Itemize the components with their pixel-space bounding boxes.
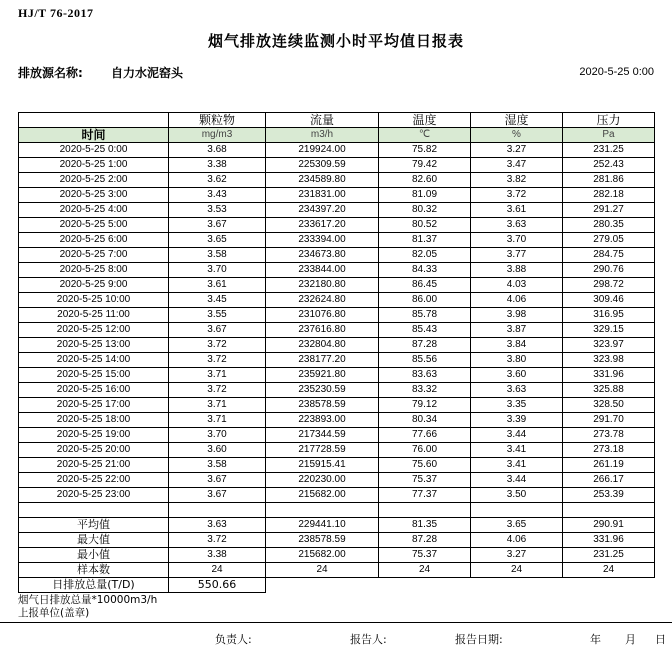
cell-time: 2020-5-25 6:00 [19,233,169,248]
table-header-parameters [19,113,655,128]
cell-pressure: 329.15 [563,323,655,338]
cell-temperature: 79.42 [379,158,471,173]
cell-humidity: 4.03 [471,278,563,293]
table-row [19,338,655,353]
summary-humidity: 24 [471,563,563,578]
cell-particulate: 3.70 [169,428,266,443]
day-label: 日 [655,633,666,646]
cell-temperature: 85.43 [379,323,471,338]
cell-flow: 234673.80 [266,248,379,263]
cell-pressure: 273.18 [563,443,655,458]
report-date-label: 报告日期: [455,633,503,646]
summary-row-sample-count [19,563,655,578]
cell-flow: 238177.20 [266,353,379,368]
summary-particulate: 3.72 [169,533,266,548]
daily-total-label: 日排放总量(T/D) [19,578,169,593]
summary-flow: 238578.59 [266,533,379,548]
cell-temperature: 77.66 [379,428,471,443]
cell-temperature: 80.34 [379,413,471,428]
cell-flow: 220230.00 [266,473,379,488]
table-row [19,353,655,368]
spacer-cell [19,503,169,518]
summary-flow: 215682.00 [266,548,379,563]
cell-time: 2020-5-25 10:00 [19,293,169,308]
table-header-units [19,128,655,143]
signature-footer [0,624,672,654]
cell-pressure: 309.46 [563,293,655,308]
daily-total-blank [563,578,655,593]
cell-flow: 235230.59 [266,383,379,398]
summary-pressure: 231.25 [563,548,655,563]
cell-time: 2020-5-25 21:00 [19,458,169,473]
header-cell-humidity: 湿度 [471,113,563,128]
source-name: 自力水泥窑头 [111,66,184,80]
cell-particulate: 3.67 [169,488,266,503]
cell-flow: 231831.00 [266,188,379,203]
cell-particulate: 3.71 [169,368,266,383]
cell-flow: 233844.00 [266,263,379,278]
cell-flow: 232624.80 [266,293,379,308]
spacer-cell [471,503,563,518]
header-cell-flow: 流量 [266,113,379,128]
daily-total-row [19,578,655,593]
month-label: 月 [625,633,636,646]
cell-particulate: 3.62 [169,173,266,188]
unit-cell-temperature: ℃ [379,128,471,143]
cell-humidity: 3.84 [471,338,563,353]
cell-time: 2020-5-25 18:00 [19,413,169,428]
note-line-1: 烟气日排放总量*10000m3/h [18,594,158,606]
cell-time: 2020-5-25 16:00 [19,383,169,398]
cell-particulate: 3.72 [169,353,266,368]
cell-pressure: 323.97 [563,338,655,353]
responsible-person-label: 负责人: [215,633,252,646]
cell-humidity: 3.44 [471,473,563,488]
cell-pressure: 266.17 [563,473,655,488]
cell-flow: 217344.59 [266,428,379,443]
hourly-data-table [18,112,655,593]
summary-humidity: 3.65 [471,518,563,533]
cell-particulate: 3.55 [169,308,266,323]
summary-temperature: 81.35 [379,518,471,533]
table-row [19,473,655,488]
cell-flow: 233617.20 [266,218,379,233]
cell-humidity: 3.72 [471,188,563,203]
cell-temperature: 83.32 [379,383,471,398]
cell-temperature: 77.37 [379,488,471,503]
page-title: 烟气排放连续监测小时平均值日报表 [207,32,464,50]
cell-temperature: 83.63 [379,368,471,383]
cell-flow: 237616.80 [266,323,379,338]
cell-humidity: 3.77 [471,248,563,263]
summary-particulate: 24 [169,563,266,578]
header-cell-blank [19,113,169,128]
table-row [19,323,655,338]
summary-flow: 229441.10 [266,518,379,533]
cell-pressure: 253.39 [563,488,655,503]
table-row [19,308,655,323]
cell-flow: 234589.80 [266,173,379,188]
unit-cell-particulate: mg/m3 [169,128,266,143]
footer-divider [0,622,672,623]
summary-label: 最大值 [19,533,169,548]
table-row [19,203,655,218]
cell-time: 2020-5-25 23:00 [19,488,169,503]
cell-particulate: 3.43 [169,188,266,203]
cell-temperature: 75.37 [379,473,471,488]
cell-pressure: 273.78 [563,428,655,443]
summary-temperature: 75.37 [379,548,471,563]
cell-temperature: 82.05 [379,248,471,263]
table-row [19,488,655,503]
summary-row-average [19,518,655,533]
cell-humidity: 3.50 [471,488,563,503]
cell-time: 2020-5-25 0:00 [19,143,169,158]
table-row [19,233,655,248]
table-row [19,143,655,158]
cell-pressure: 280.35 [563,218,655,233]
year-label: 年 [590,633,601,646]
cell-temperature: 86.45 [379,278,471,293]
header-cell-pressure: 压力 [563,113,655,128]
cell-time: 2020-5-25 14:00 [19,353,169,368]
cell-flow: 215915.41 [266,458,379,473]
cell-particulate: 3.67 [169,323,266,338]
cell-humidity: 4.06 [471,293,563,308]
summary-temperature: 87.28 [379,533,471,548]
cell-particulate: 3.38 [169,158,266,173]
table-row [19,458,655,473]
header-cell-particulate: 颗粒物 [169,113,266,128]
footer-note [18,594,157,620]
cell-pressure: 281.86 [563,173,655,188]
cell-flow: 231076.80 [266,308,379,323]
cell-time: 2020-5-25 9:00 [19,278,169,293]
cell-particulate: 3.61 [169,278,266,293]
cell-temperature: 84.33 [379,263,471,278]
source-row [18,64,183,81]
cell-pressure: 291.27 [563,203,655,218]
spacer-cell [266,503,379,518]
cell-flow: 232804.80 [266,338,379,353]
summary-temperature: 24 [379,563,471,578]
cell-humidity: 3.70 [471,233,563,248]
cell-particulate: 3.68 [169,143,266,158]
cell-flow: 223893.00 [266,413,379,428]
table-row [19,248,655,263]
header-cell-temperature: 温度 [379,113,471,128]
table-row [19,398,655,413]
cell-time: 2020-5-25 15:00 [19,368,169,383]
cell-time: 2020-5-25 20:00 [19,443,169,458]
daily-total-blank [471,578,563,593]
reporter-label: 报告人: [350,633,387,646]
header-cell-time: 时间 [19,128,169,143]
cell-temperature: 80.32 [379,203,471,218]
cell-humidity: 3.39 [471,413,563,428]
cell-time: 2020-5-25 17:00 [19,398,169,413]
cell-pressure: 284.75 [563,248,655,263]
summary-humidity: 3.27 [471,548,563,563]
unit-cell-humidity: % [471,128,563,143]
table-row [19,413,655,428]
cell-humidity: 3.60 [471,368,563,383]
table-row [19,158,655,173]
cell-temperature: 79.12 [379,398,471,413]
cell-time: 2020-5-25 8:00 [19,263,169,278]
summary-label: 平均值 [19,518,169,533]
table-row [19,218,655,233]
table-row [19,428,655,443]
unit-cell-flow: m3/h [266,128,379,143]
cell-pressure: 323.98 [563,353,655,368]
daily-total-blank [379,578,471,593]
cell-temperature: 76.00 [379,443,471,458]
standard-code: HJ/T 76-2017 [18,6,94,20]
cell-particulate: 3.58 [169,248,266,263]
cell-humidity: 3.35 [471,398,563,413]
unit-cell-pressure: Pa [563,128,655,143]
cell-particulate: 3.70 [169,263,266,278]
cell-pressure: 298.72 [563,278,655,293]
cell-pressure: 252.43 [563,158,655,173]
cell-particulate: 3.67 [169,473,266,488]
cell-pressure: 290.76 [563,263,655,278]
table-row [19,278,655,293]
cell-temperature: 82.60 [379,173,471,188]
cell-flow: 233394.00 [266,233,379,248]
cell-humidity: 3.88 [471,263,563,278]
cell-pressure: 282.18 [563,188,655,203]
cell-pressure: 325.88 [563,383,655,398]
cell-humidity: 3.47 [471,158,563,173]
cell-temperature: 81.09 [379,188,471,203]
cell-time: 2020-5-25 13:00 [19,338,169,353]
cell-particulate: 3.53 [169,203,266,218]
daily-total-blank [266,578,379,593]
table-row [19,368,655,383]
cell-humidity: 3.41 [471,443,563,458]
cell-pressure: 331.96 [563,368,655,383]
table-spacer-row [19,503,655,518]
cell-particulate: 3.45 [169,293,266,308]
daily-total-value: 550.66 [169,578,266,593]
cell-time: 2020-5-25 7:00 [19,248,169,263]
table-row [19,383,655,398]
cell-temperature: 85.78 [379,308,471,323]
summary-row-minimum [19,548,655,563]
cell-pressure: 261.19 [563,458,655,473]
cell-flow: 232180.80 [266,278,379,293]
cell-temperature: 87.28 [379,338,471,353]
cell-time: 2020-5-25 22:00 [19,473,169,488]
cell-temperature: 86.00 [379,293,471,308]
cell-particulate: 3.71 [169,413,266,428]
cell-particulate: 3.58 [169,458,266,473]
cell-time: 2020-5-25 5:00 [19,218,169,233]
cell-pressure: 316.95 [563,308,655,323]
cell-flow: 219924.00 [266,143,379,158]
summary-humidity: 4.06 [471,533,563,548]
cell-humidity: 3.61 [471,203,563,218]
cell-flow: 215682.00 [266,488,379,503]
summary-label: 样本数 [19,563,169,578]
summary-pressure: 290.91 [563,518,655,533]
summary-pressure: 24 [563,563,655,578]
cell-pressure: 291.70 [563,413,655,428]
spacer-cell [563,503,655,518]
cell-temperature: 85.56 [379,353,471,368]
cell-time: 2020-5-25 19:00 [19,428,169,443]
cell-temperature: 81.37 [379,233,471,248]
cell-flow: 234397.20 [266,203,379,218]
cell-humidity: 3.63 [471,383,563,398]
cell-pressure: 231.25 [563,143,655,158]
summary-row-maximum [19,533,655,548]
cell-flow: 217728.59 [266,443,379,458]
report-datetime: 2020-5-25 0:00 [579,66,654,78]
cell-particulate: 3.60 [169,443,266,458]
cell-humidity: 3.82 [471,173,563,188]
summary-particulate: 3.38 [169,548,266,563]
table-row [19,188,655,203]
cell-time: 2020-5-25 2:00 [19,173,169,188]
cell-temperature: 75.82 [379,143,471,158]
cell-time: 2020-5-25 11:00 [19,308,169,323]
cell-humidity: 3.27 [471,143,563,158]
cell-temperature: 75.60 [379,458,471,473]
cell-flow: 238578.59 [266,398,379,413]
spacer-cell [169,503,266,518]
table-row [19,263,655,278]
cell-flow: 235921.80 [266,368,379,383]
cell-humidity: 3.44 [471,428,563,443]
cell-humidity: 3.63 [471,218,563,233]
summary-pressure: 331.96 [563,533,655,548]
cell-flow: 225309.59 [266,158,379,173]
cell-particulate: 3.72 [169,383,266,398]
table-row [19,173,655,188]
cell-humidity: 3.80 [471,353,563,368]
cell-particulate: 3.67 [169,218,266,233]
source-label: 排放源名称: [18,66,83,80]
cell-humidity: 3.87 [471,323,563,338]
table-row [19,443,655,458]
cell-temperature: 80.52 [379,218,471,233]
cell-time: 2020-5-25 1:00 [19,158,169,173]
cell-particulate: 3.65 [169,233,266,248]
cell-humidity: 3.41 [471,458,563,473]
spacer-cell [379,503,471,518]
cell-pressure: 279.05 [563,233,655,248]
summary-flow: 24 [266,563,379,578]
cell-particulate: 3.72 [169,338,266,353]
cell-time: 2020-5-25 12:00 [19,323,169,338]
summary-label: 最小值 [19,548,169,563]
cell-time: 2020-5-25 3:00 [19,188,169,203]
cell-humidity: 3.98 [471,308,563,323]
cell-particulate: 3.71 [169,398,266,413]
cell-pressure: 328.50 [563,398,655,413]
table-row [19,293,655,308]
note-line-2: 上报单位(盖章) [18,607,90,619]
cell-time: 2020-5-25 4:00 [19,203,169,218]
summary-particulate: 3.63 [169,518,266,533]
